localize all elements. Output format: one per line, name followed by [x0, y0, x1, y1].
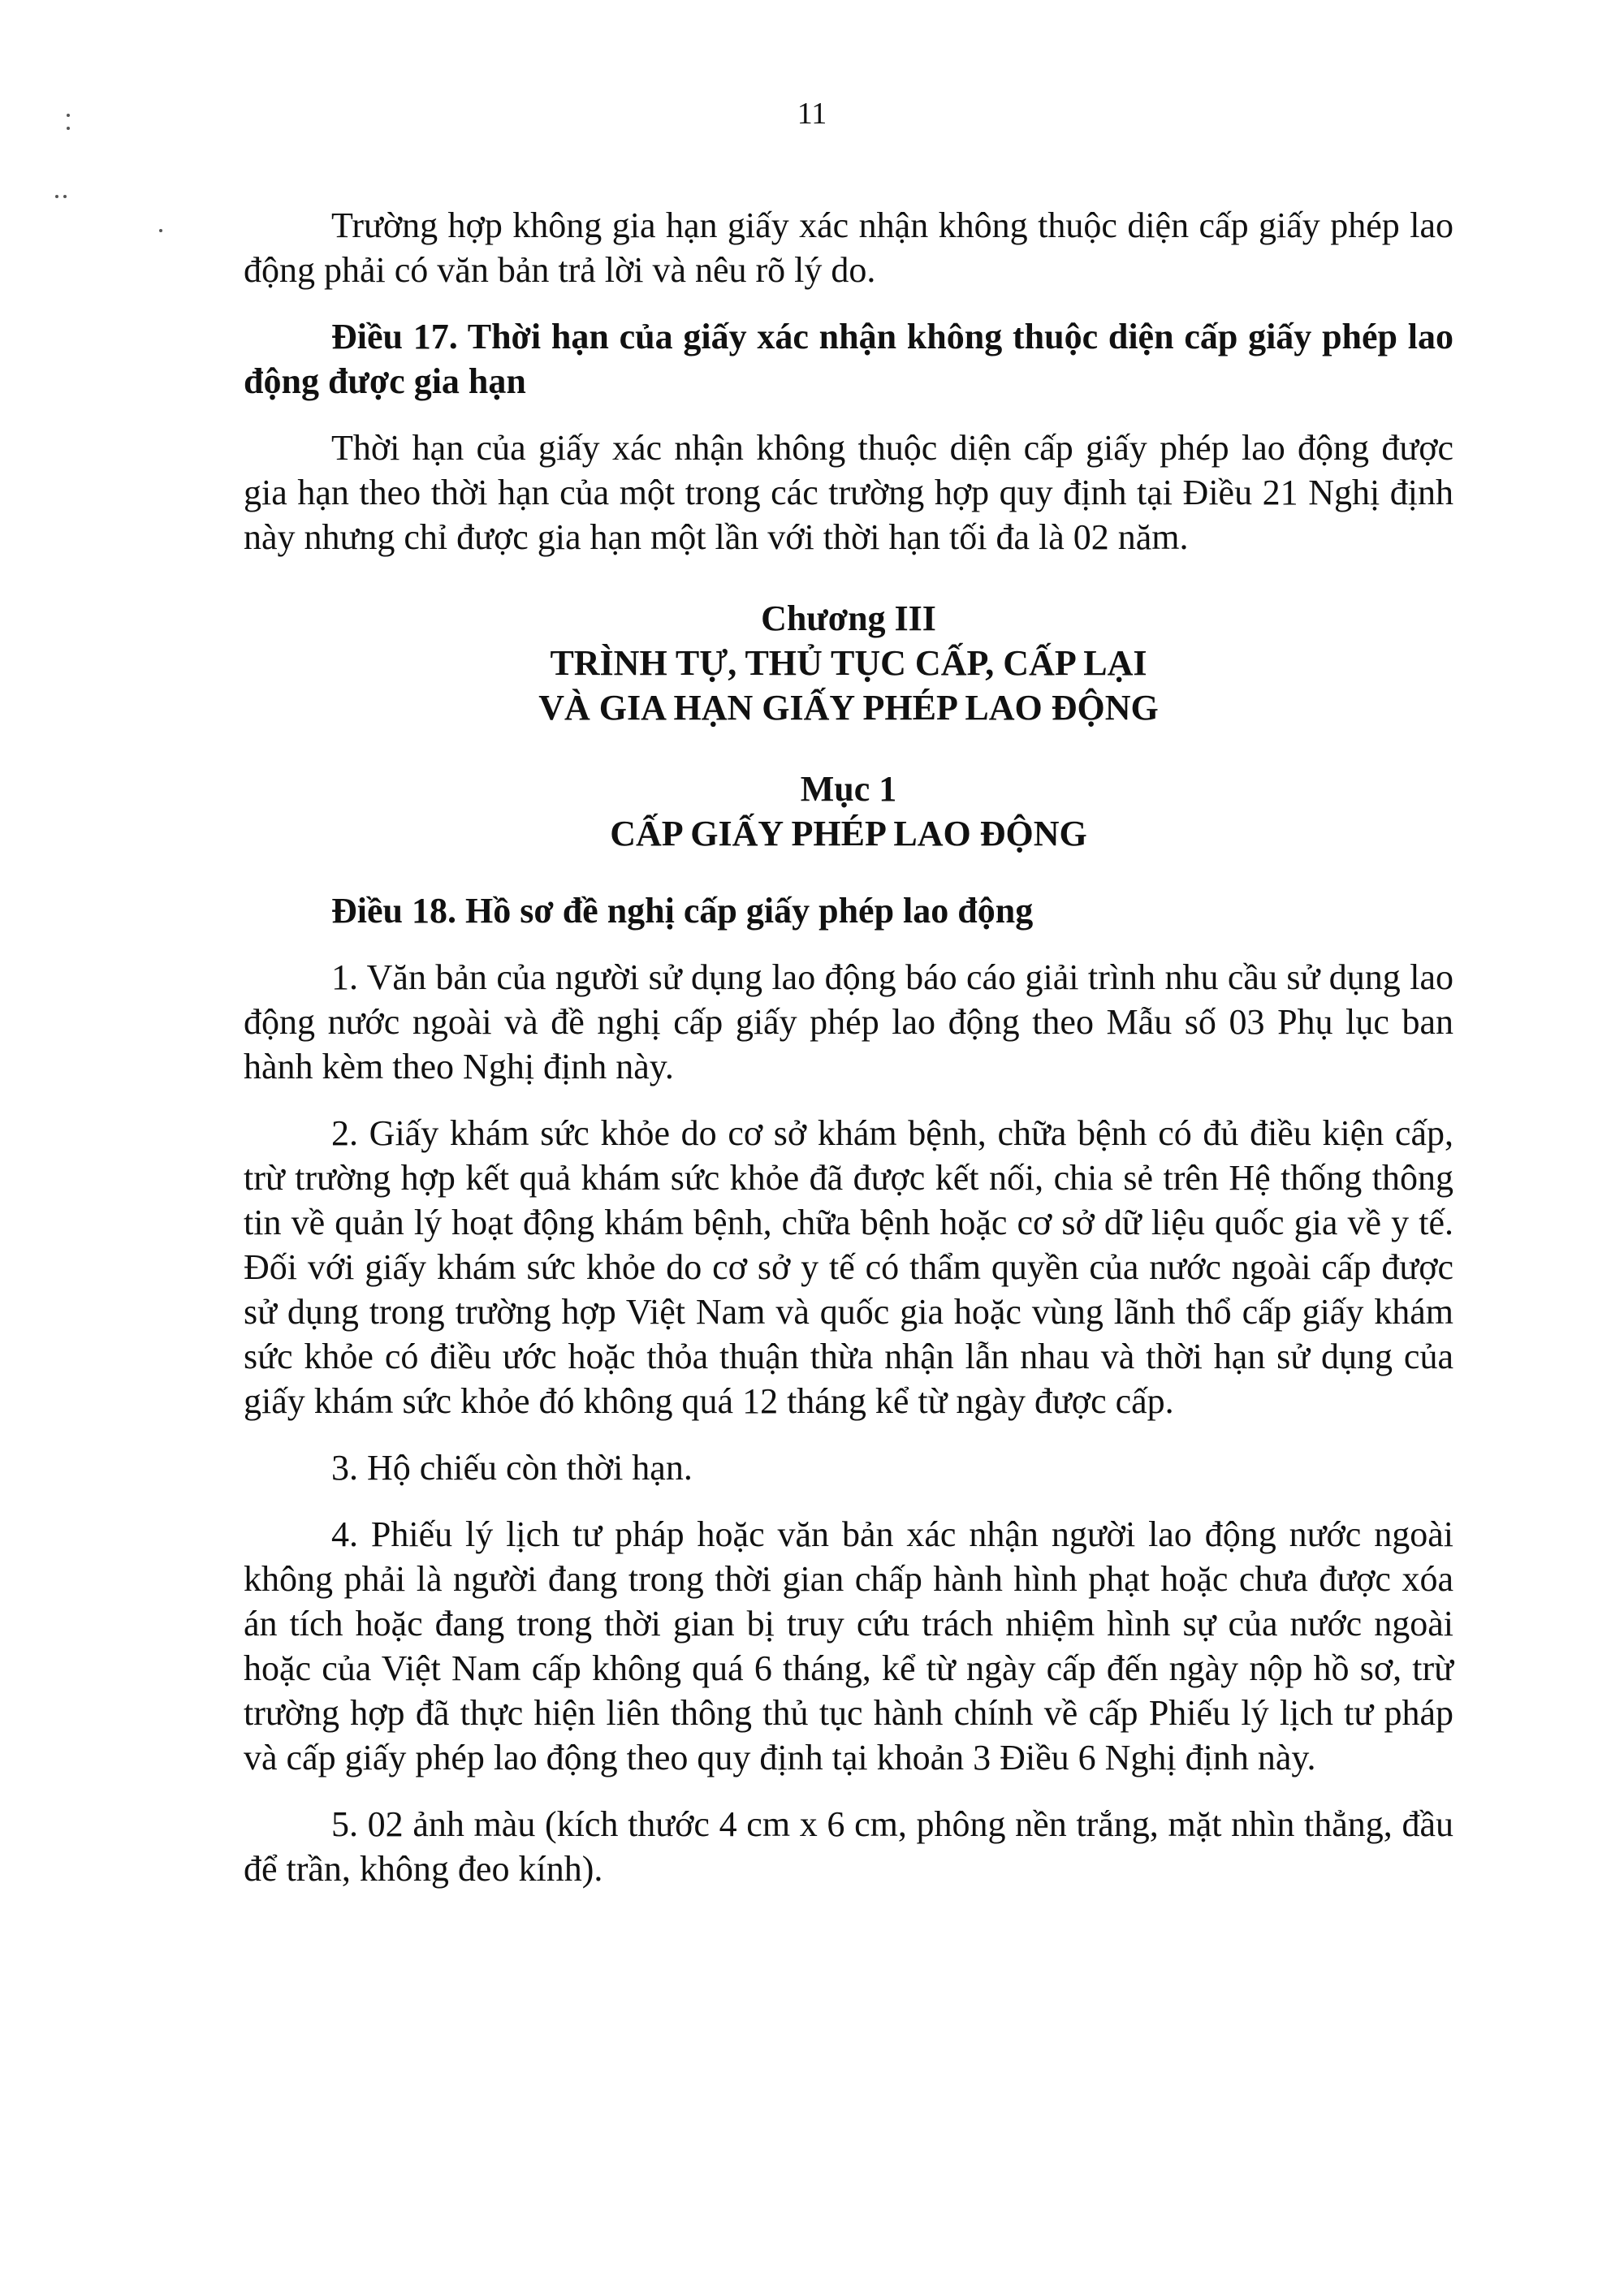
article-17-body: Thời hạn của giấy xác nhận không thuộc diện cấp giấy phép lao động được gia hạn theo thời hạn của một trong các trường hợp quy định tại Điều 21 Nghị định này nhưng chỉ được gia hạn một lần với thời hạn tối đa là 02 năm. [244, 428, 1453, 557]
section-heading [244, 767, 1453, 856]
document-body [244, 203, 1453, 1913]
article-18-item-4: 4. Phiếu lý lịch tư pháp hoặc văn bản xác nhận người lao động nước ngoài không phải là người đang trong thời gian chấp hành hình phạt hoặc chưa được xóa án tích hoặc đang trong thời gian bị truy cứu trách nhiệm hình sự của nước ngoài hoặc của Việt Nam cấp không quá 6 tháng, kể từ ngày cấp đến ngày nộp hồ sơ, trừ trường hợp đã thực hiện liên thông thủ tục hành chính về cấp Phiếu lý lịch tư pháp và cấp giấy phép lao động theo quy định tại khoản 3 Điều 6 Nghị định này. [244, 1514, 1453, 1777]
section-label: Mục 1 [800, 769, 897, 809]
article-18-item-5: 5. 02 ảnh màu (kích thước 4 cm x 6 cm, phông nền trắng, mặt nhìn thẳng, đầu để trần, không đeo kính). [244, 1804, 1453, 1889]
scan-speck [159, 229, 162, 232]
section-title: CẤP GIẤY PHÉP LAO ĐỘNG [610, 814, 1087, 853]
scan-speck [55, 195, 58, 198]
chapter-title-line-2: VÀ GIA HẠN GIẤY PHÉP LAO ĐỘNG [538, 688, 1159, 728]
article-18-item-3: 3. Hộ chiếu còn thời hạn. [331, 1448, 693, 1488]
page-number: 11 [797, 97, 827, 131]
intro-paragraph: Trường hợp không gia hạn giấy xác nhận không thuộc diện cấp giấy phép lao động phải có văn bản trả lời và nêu rõ lý do. [244, 205, 1453, 290]
article-18-heading: Điều 18. Hồ sơ đề nghị cấp giấy phép lao động [331, 891, 1034, 931]
chapter-heading [244, 596, 1453, 730]
scan-speck [63, 195, 67, 198]
chapter-label: Chương III [761, 598, 936, 638]
article-18-item-1: 1. Văn bản của người sử dụng lao động báo cáo giải trình nhu cầu sử dụng lao động nước ngoài và đề nghị cấp giấy phép lao động theo Mẫu số 03 Phụ lục ban hành kèm theo Nghị định này. [244, 957, 1453, 1086]
article-17-heading: Điều 17. Thời hạn của giấy xác nhận không thuộc diện cấp giấy phép lao động được gia hạn [244, 317, 1453, 401]
article-18-item-2: 2. Giấy khám sức khỏe do cơ sở khám bệnh, chữa bệnh có đủ điều kiện cấp, trừ trường hợp kết quả khám sức khỏe đã được kết nối, chia sẻ trên Hệ thống thông tin về quản lý hoạt động khám bệnh, chữa bệnh hoặc cơ sở dữ liệu quốc gia về y tế. Đối với giấy khám sức khỏe do cơ sở y tế có thẩm quyền của nước ngoài cấp được sử dụng trong trường hợp Việt Nam và quốc gia hoặc vùng lãnh thổ cấp giấy khám sức khỏe có điều ước hoặc thỏa thuận thừa nhận lẫn nhau và thời hạn sử dụng của giấy khám sức khỏe đó không quá 12 tháng kể từ ngày được cấp. [244, 1113, 1453, 1421]
chapter-title-line-1: TRÌNH TỰ, THỦ TỤC CẤP, CẤP LẠI [550, 643, 1147, 683]
